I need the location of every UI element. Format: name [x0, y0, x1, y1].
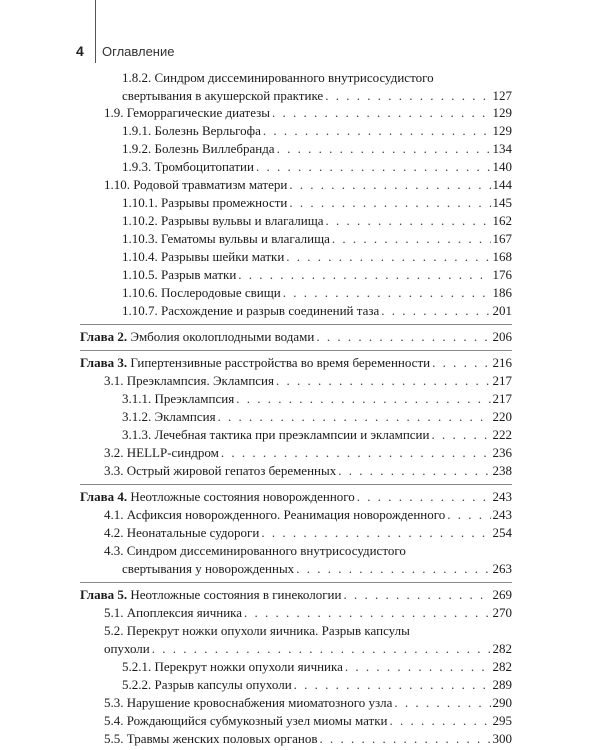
toc-entry-title: 1.10.5. Разрыв матки [122, 267, 237, 282]
leader-dots [320, 730, 491, 748]
toc-entry [122, 69, 512, 105]
toc-entry-title: опухоли [104, 641, 150, 656]
toc-entry-page: 282 [492, 659, 512, 674]
leader-dots [389, 712, 490, 730]
leader-dots [325, 87, 490, 105]
toc-entry [104, 462, 512, 480]
leader-dots [316, 328, 490, 346]
leader-dots [289, 194, 490, 212]
toc-entry-title: Гипертензивные расстройства во время беременности [130, 355, 431, 370]
leader-dots [277, 140, 491, 158]
toc-entry-title: 3.1. Преэклампсия. Эклампсия [104, 373, 274, 388]
toc-entry-title: 3.1.2. Эклампсия [122, 409, 216, 424]
toc-entry-page: 168 [492, 249, 512, 264]
toc-entry-title: 5.1. Апоплексия яичника [104, 605, 243, 620]
toc-entry [104, 372, 512, 390]
toc-chapter-entry [80, 354, 512, 372]
leader-dots [289, 176, 490, 194]
chapter-divider [80, 582, 512, 583]
leader-dots [261, 524, 490, 542]
toc-entry-page: 186 [492, 285, 512, 300]
toc-entry [122, 284, 512, 302]
toc-entry [122, 140, 512, 158]
toc-entry-title: 1.10. Родовой травматизм матери [104, 177, 288, 192]
toc-entry-page: 220 [492, 409, 512, 424]
leader-dots [221, 444, 491, 462]
toc-entry-title: 1.9. Геморрагические диатезы [104, 105, 271, 120]
toc-entry-page: 129 [492, 123, 512, 138]
running-header: Оглавление [102, 44, 175, 59]
toc-entry [104, 506, 512, 524]
toc-entry-page: 295 [492, 713, 512, 728]
leader-dots [332, 230, 491, 248]
toc-entry-page: 222 [492, 427, 512, 442]
toc-entry-page: 217 [492, 373, 512, 388]
toc-entry [104, 176, 512, 194]
leader-dots [326, 212, 491, 230]
toc-entry-page: 236 [492, 445, 512, 460]
toc-entry [104, 712, 512, 730]
toc-entry-title: 4.1. Асфиксия новорожденного. Реанимация новорожденного [104, 507, 446, 522]
toc-entry [104, 730, 512, 748]
toc-entry [104, 622, 512, 658]
toc-entry-page: 129 [492, 105, 512, 120]
toc-entry-page: 201 [492, 303, 512, 318]
leader-dots [256, 158, 491, 176]
toc-entry-page: 167 [492, 231, 512, 246]
toc-entry-title: 5.2.2. Разрыв капсулы опухоли [122, 677, 292, 692]
chapter-label: Глава 4. [80, 489, 128, 504]
toc-entry [122, 302, 512, 320]
toc-entry-title: 1.10.1. Разрывы промежности [122, 195, 288, 210]
toc-entry-page: 243 [492, 489, 512, 504]
toc-entry [104, 104, 512, 122]
leader-dots [244, 604, 490, 622]
toc-entry-page: 290 [492, 695, 512, 710]
toc-entry [122, 426, 512, 444]
toc-entry-page: 145 [492, 195, 512, 210]
leader-dots [394, 694, 490, 712]
toc-entry-title: 5.4. Рождающийся субмукозный узел миомы матки [104, 713, 388, 728]
toc-entry-title-line1: 5.2. Перекрут ножки опухоли яичника. Разрыв капсулы [104, 623, 410, 638]
toc-entry-page: 144 [492, 177, 512, 192]
toc-entry-title: 1.9.1. Болезнь Верльгофа [122, 123, 261, 138]
toc-entry-title: 5.5. Травмы женских половых органов [104, 731, 318, 746]
toc-entry-title: 1.10.6. Послеродовые свищи [122, 285, 281, 300]
toc-entry [104, 542, 512, 578]
toc-entry [122, 212, 512, 230]
toc-entry-title: Неотложные состояния в гинекологии [130, 587, 342, 602]
toc-entry-title: 1.10.2. Разрывы вульвы и влагалища [122, 213, 324, 228]
leader-dots [238, 266, 490, 284]
toc-entry-page: 206 [492, 329, 512, 344]
chapter-divider [80, 350, 512, 351]
leader-dots [152, 640, 491, 658]
toc-entry-page: 217 [492, 391, 512, 406]
toc-entry-page: 254 [492, 525, 512, 540]
toc-entry [122, 408, 512, 426]
leader-dots [343, 586, 490, 604]
toc-entry-title: 3.2. HELLP-синдром [104, 445, 219, 460]
toc-entry [122, 658, 512, 676]
leader-dots [218, 408, 491, 426]
toc-chapter-entry [80, 328, 512, 346]
chapter-label: Глава 5. [80, 587, 128, 602]
chapter-divider [80, 324, 512, 325]
chapter-label: Глава 2. [80, 329, 128, 344]
toc-entry [104, 524, 512, 542]
toc-entry-title-line1: 4.3. Синдром диссеминированного внутрисосудистого [104, 543, 406, 558]
toc-entry-page: 243 [492, 507, 512, 522]
toc-entry-title: 3.3. Острый жировой гепатоз беременных [104, 463, 337, 478]
toc-entry-title: 5.3. Нарушение кровоснабжения миоматозного узла [104, 695, 393, 710]
leader-dots [263, 122, 491, 140]
toc-entry-page: 140 [492, 159, 512, 174]
chapter-label: Глава 3. [80, 355, 128, 370]
toc-entry-title: 1.10.3. Гематомы вульвы и влагалища [122, 231, 330, 246]
toc-entry-title: свертывания в акушерской практике [122, 88, 324, 103]
toc-entry [122, 194, 512, 212]
toc-entry [104, 604, 512, 622]
toc-entry-page: 127 [492, 88, 512, 103]
leader-dots [447, 506, 490, 524]
toc-entry-title: 3.1.3. Лечебная тактика при преэклампсии и эклампсии [122, 427, 430, 442]
leader-dots [431, 426, 490, 444]
toc-entry-page: 216 [492, 355, 512, 370]
toc-entry-title-line1: 1.8.2. Синдром диссеминированного внутрисосудистого [122, 70, 434, 85]
leader-dots [294, 676, 491, 694]
leader-dots [345, 658, 491, 676]
chapter-divider [80, 484, 512, 485]
leader-dots [272, 104, 490, 122]
toc-entry-title: 1.10.7. Расхождение и разрыв соединений таза [122, 303, 380, 318]
toc-entry-page: 263 [492, 561, 512, 576]
toc-entry [122, 248, 512, 266]
toc-entry-page: 270 [492, 605, 512, 620]
toc-entry-page: 269 [492, 587, 512, 602]
header-rule [95, 0, 96, 63]
toc-entry-title: 1.9.2. Болезнь Виллебранда [122, 141, 275, 156]
toc-entry [122, 676, 512, 694]
toc-entry [122, 230, 512, 248]
leader-dots [357, 488, 491, 506]
toc-entry-title: 4.2. Неонатальные судороги [104, 525, 260, 540]
toc-entry [104, 694, 512, 712]
toc-entry-page: 162 [492, 213, 512, 228]
toc-entry-page: 289 [492, 677, 512, 692]
toc-entry-page: 282 [492, 641, 512, 656]
toc-chapter-entry [80, 586, 512, 604]
toc-entry-title: 1.10.4. Разрывы шейки матки [122, 249, 285, 264]
toc-entry [104, 444, 512, 462]
toc-entry-title: 5.2.1. Перекрут ножки опухоли яичника [122, 659, 343, 674]
leader-dots [276, 372, 491, 390]
leader-dots [296, 560, 490, 578]
toc-entry-title: Эмболия околоплодными водами [130, 329, 315, 344]
leader-dots [381, 302, 490, 320]
page-number: 4 [76, 43, 84, 59]
toc-entry-title: свертывания у новорожденных [122, 561, 295, 576]
toc-chapter-entry [80, 488, 512, 506]
toc-entry [122, 122, 512, 140]
toc-entry-page: 134 [492, 141, 512, 156]
leader-dots [338, 462, 490, 480]
toc-entry-title: 3.1.1. Преэклампсия [122, 391, 235, 406]
toc-entry-page: 238 [492, 463, 512, 478]
toc-entry [122, 158, 512, 176]
toc-entry-page: 176 [492, 267, 512, 282]
toc-entry [122, 266, 512, 284]
leader-dots [236, 390, 490, 408]
leader-dots [432, 354, 490, 372]
toc-entry-title: 1.9.3. Тромбоцитопатии [122, 159, 254, 174]
toc-entry-page: 300 [492, 731, 512, 746]
toc-entry-title: Неотложные состояния новорожденного [130, 489, 355, 504]
toc-entry [122, 390, 512, 408]
leader-dots [283, 284, 491, 302]
leader-dots [286, 248, 490, 266]
